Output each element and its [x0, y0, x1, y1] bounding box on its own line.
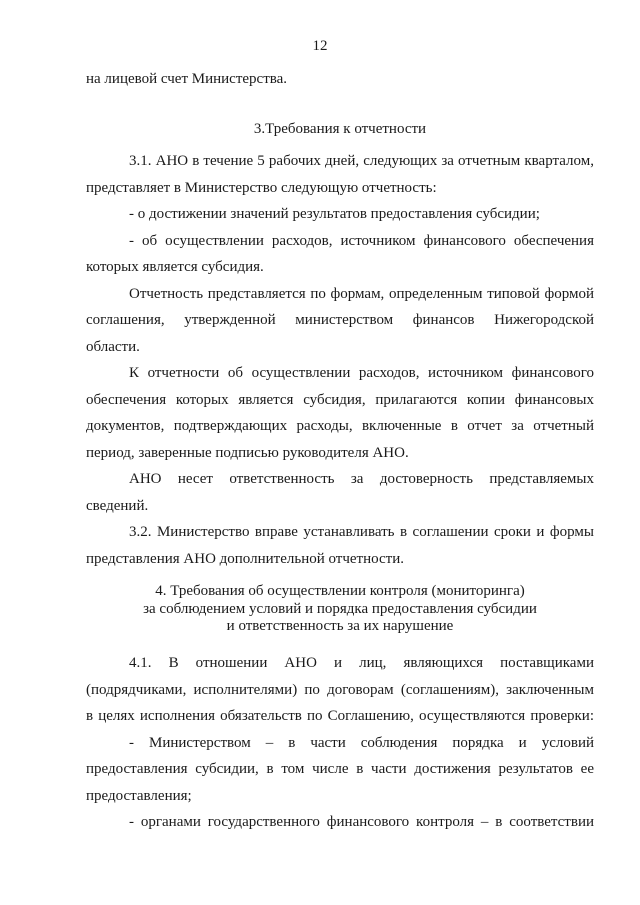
page-number: 12 — [312, 38, 328, 54]
paragraph-line: (подрядчиками, исполнителями) по договорам (соглашениям), заключенным — [86, 681, 594, 698]
paragraph-line: АНО несет ответственность за достоверность представляемых — [129, 471, 594, 487]
paragraph-line: соглашения, утвержденной министерством финансов Нижегородской — [86, 312, 594, 328]
paragraph-line: 3.1. АНО в течение 5 рабочих дней, следующих за отчетным кварталом, — [129, 153, 594, 169]
section-4-title-line: за соблюдением условий и порядка предоставления субсидии — [143, 600, 537, 617]
section-4-heading-block — [86, 583, 594, 636]
paragraph-line: Отчетность представляется по формам, определенным типовой формой — [129, 285, 594, 302]
list-item-line: - об осуществлении расходов, источником финансового обеспечения — [129, 232, 594, 249]
list-item-financial-control — [86, 809, 594, 836]
paragraph-attachments — [86, 360, 594, 466]
section-3-title: 3.Требования к отчетности — [253, 121, 427, 137]
list-item-results — [86, 201, 594, 228]
paragraph-4-1 — [86, 650, 594, 730]
paragraph-line: области. — [86, 338, 140, 355]
section-3-heading-block — [86, 116, 594, 143]
paragraph-3-2 — [86, 519, 594, 572]
list-item-line: предоставления субсидии, в том числе в части достижения результатов ее — [86, 761, 594, 777]
paragraph-line: обеспечения которых является субсидия, прилагаются копии финансовых — [86, 391, 594, 408]
paragraph-line: К отчетности об осуществлении расходов, источником финансового — [129, 365, 594, 381]
paragraph-line: 3.2. Министерство вправе устанавливать в соглашении сроки и формы — [129, 524, 594, 540]
paragraph-line: в целях исполнения обязательств по Соглашению, осуществляются проверки: — [86, 708, 594, 724]
list-item-ministry — [86, 730, 594, 810]
paragraph-line: документов, подтверждающих расходы, включенные в отчет за отчетный — [86, 418, 594, 434]
paragraph-line: представления АНО дополнительной отчетности. — [86, 550, 405, 567]
list-item-line: которых является субсидия. — [86, 259, 264, 275]
list-item-line: - органами государственного финансового контроля – в соответствии — [129, 814, 594, 830]
paragraph-responsibility — [86, 466, 594, 519]
section-4-body — [86, 650, 594, 836]
list-item-line: - Министерством – в части соблюдения порядка и условий — [129, 734, 594, 751]
continuation-text — [86, 66, 594, 93]
section-3-body — [86, 148, 594, 572]
section-4-title-line: и ответственность за их нарушение — [226, 618, 454, 634]
paragraph-top-fragment: на лицевой счет Министерства. — [86, 71, 288, 87]
paragraph-forms — [86, 281, 594, 361]
section-4-title — [86, 583, 594, 636]
paragraph-line: сведений. — [86, 497, 149, 514]
list-item-expenses — [86, 228, 594, 281]
list-item-line: предоставления; — [86, 787, 192, 804]
paragraph-line: представляет в Министерство следующую отчетность: — [86, 179, 437, 196]
section-4-title-line: 4. Требования об осуществлении контроля (мониторинга) — [155, 583, 525, 599]
paragraph-line: 4.1. В отношении АНО и лиц, являющихся поставщиками — [129, 655, 594, 671]
paragraph-line: период, заверенные подписью руководителя АНО. — [86, 444, 409, 461]
paragraph-3-1 — [86, 148, 594, 201]
list-item-line: - о достижении значений результатов предоставления субсидии; — [129, 206, 540, 222]
